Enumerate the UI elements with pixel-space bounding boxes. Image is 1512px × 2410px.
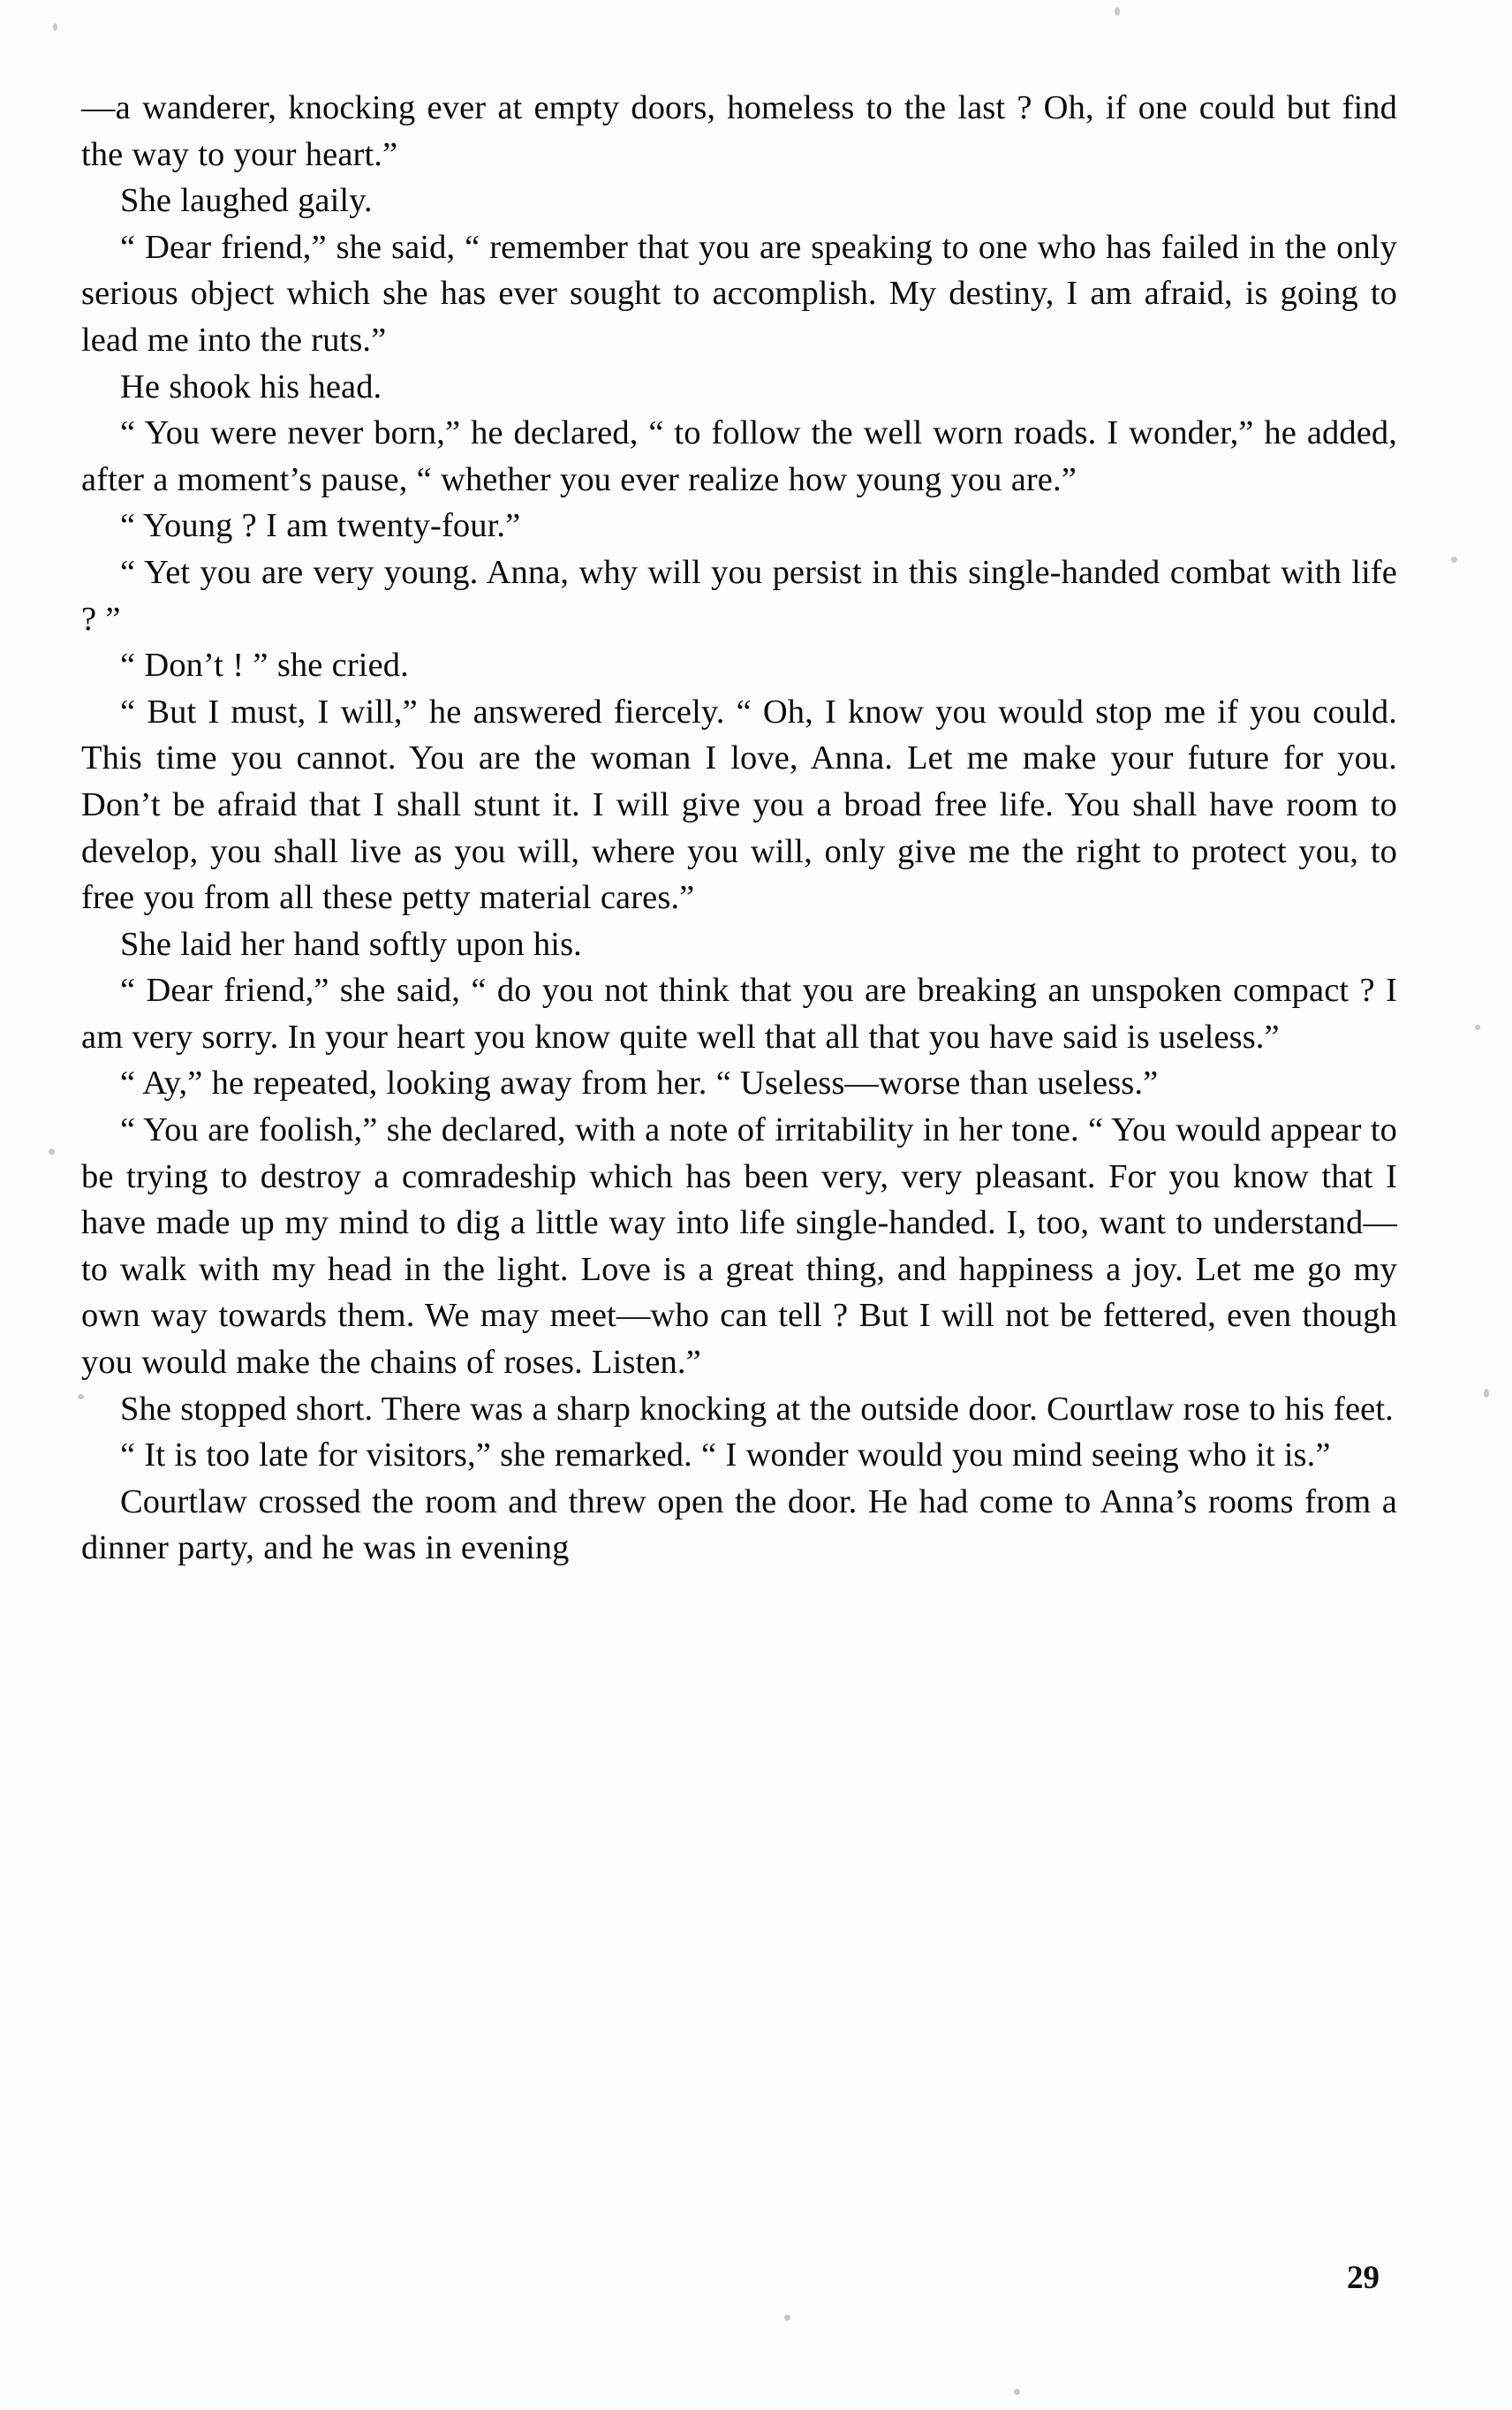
paragraph: He shook his head. xyxy=(120,368,382,405)
paragraph: “ Ay,” he repeated, looking away from her. “ Useless—worse than useless.” xyxy=(120,1065,1159,1103)
scan-speckle xyxy=(1484,1389,1489,1398)
paragraph: “ Dear friend,” she said, “ remember that you are speaking to one who has failed in the only serious object which she has ever sought to accomplish. My destiny, I am afraid, is going to lead me into the ruts.” xyxy=(81,228,1397,359)
paragraph: “ You were never born,” he declared, “ to follow the well worn roads. I wonder,” he added, after a moment’s pause, “ whether you ever realize how young you are.” xyxy=(81,414,1397,498)
paragraph: “ It is too late for visitors,” she remarked. “ I wonder would you mind seeing who it is.” xyxy=(120,1436,1331,1474)
paragraph: “ You are foolish,” she declared, with a note of irritability in her tone. “ You would appear to be trying to destroy a comradeship which has been very, very pleasant. For you know that I have made up my mind to dig a little way into life single-handed. I, too, want to understand—to walk with my head in the light. Love is a great thing, and happiness a joy. Let me go my own way towards them. We may meet—who can tell ? But I will not be fettered, even though you would make the chains of roses. Listen.” xyxy=(81,1111,1397,1382)
scan-speckle xyxy=(53,23,57,31)
paragraph: “ But I must, I will,” he answered fiercely. “ Oh, I know you would stop me if you could. This time you cannot. You are the woman I love, Anna. Let me make your future for you. Don’t be afraid that I shall stunt it. I will give you a broad free life. You shall have room to develop, you shall live as you will, where you will, only give me the right to protect you, to free you from all these petty material cares.” xyxy=(81,693,1397,917)
body-text xyxy=(81,85,1397,1572)
scan-speckle xyxy=(49,1148,55,1155)
paragraph: She laughed gaily. xyxy=(120,182,373,220)
scan-speckle xyxy=(1115,7,1120,16)
paragraph: “ Yet you are very young. Anna, why will you persist in this single-handed combat with life ? ” xyxy=(81,553,1397,638)
page-number: 29 xyxy=(1347,2260,1380,2296)
paragraph: “ Dear friend,” she said, “ do you not think that you are breaking an unspoken compact ? I am very sorry. In your heart you know quite well that all that you have said is useless.” xyxy=(81,972,1397,1056)
paragraph: Courtlaw crossed the room and threw open the door. He had come to Anna’s rooms from a dinner party, and he was in evening xyxy=(81,1482,1397,1567)
scan-speckle xyxy=(1014,2389,1020,2395)
paragraph: “ Don’t ! ” she cried. xyxy=(120,647,409,685)
scan-speckle xyxy=(1475,1025,1480,1030)
scan-speckle xyxy=(1451,557,1457,563)
paragraph: —a wanderer, knocking ever at empty doors, homeless to the last ? Oh, if one could but find the way to your heart.” xyxy=(81,89,1397,173)
paragraph: She laid her hand softly upon his. xyxy=(120,925,582,963)
paragraph: “ Young ? I am twenty-four.” xyxy=(120,507,521,545)
scan-speckle xyxy=(784,2315,790,2321)
paragraph: She stopped short. There was a sharp knocking at the outside door. Courtlaw rose to his feet. xyxy=(120,1390,1394,1428)
